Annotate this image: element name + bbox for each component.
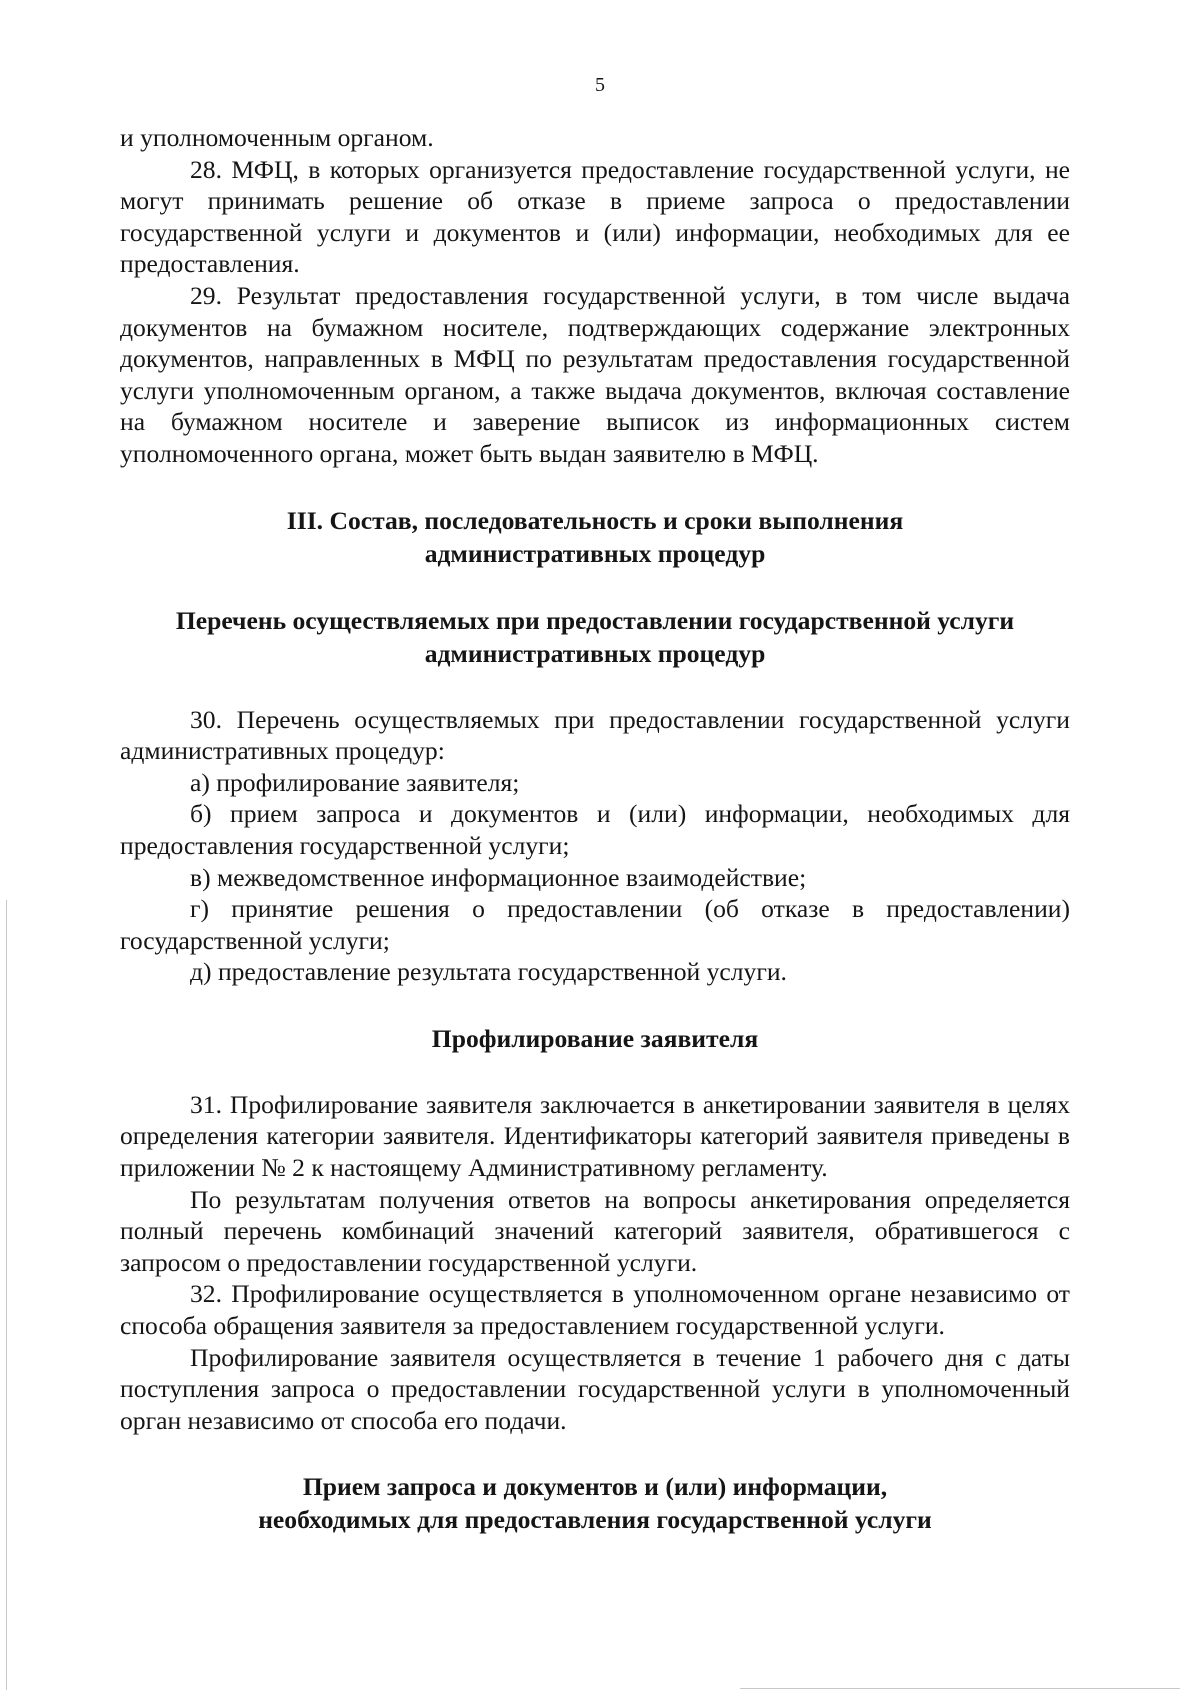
list-item-a: а) профилирование заявителя; <box>190 767 520 797</box>
section-3-title-line1: III. Состав, последовательность и сроки выполнения <box>286 505 904 535</box>
page-content <box>120 122 1070 1536</box>
procedures-list-title-line2: административных процедур <box>424 638 766 668</box>
paragraph-29: 29. Результат предоставления государственной услуги, в том числе выдача документов на бумажном носителе, подтверждающих содержание электронных документов, направленных в МФЦ по результатам предоставления государственной услуги уполномоченным органом, а также выдача документов, включая составление на бумажном носителе и заверение выписок из информационных систем уполномоченного органа, может быть выдан заявителю в МФЦ. <box>120 280 1070 468</box>
list-item-d: д) предоставление результата государственной услуги. <box>190 957 787 987</box>
list-item-v: в) межведомственное информационное взаимодействие; <box>190 862 807 892</box>
procedures-list-title <box>120 604 1070 670</box>
page-number: 5 <box>595 74 605 96</box>
paragraph-31-cont: По результатам получения ответов на вопросы анкетирования определяется полный перечень комбинаций значений категорий заявителя, обратившегося с запросом о предоставлении государственной услуги. <box>120 1184 1070 1277</box>
reception-title <box>120 1470 1070 1536</box>
paragraph-32: 32. Профилирование осуществляется в уполномоченном органе независимо от способа обращения заявителя за предоставлением государственной услуги. <box>120 1279 1070 1341</box>
paragraph-32-cont: Профилирование заявителя осуществляется в течение 1 рабочего дня с даты поступления запроса о предоставлении государственной услуги в уполномоченный орган независимо от способа его подачи. <box>120 1342 1070 1435</box>
paragraph-30: 30. Перечень осуществляемых при предоставлении государственной услуги административных процедур: <box>120 704 1070 766</box>
list-item-g: г) принятие решения о предоставлении (об отказе в предоставлении) государственной услуги; <box>120 894 1070 955</box>
procedures-list-title-line1: Перечень осуществляемых при предоставлении государственной услуги <box>175 605 1015 635</box>
profiling-title: Профилирование заявителя <box>431 1023 759 1053</box>
section-3-title-line2: административных процедур <box>424 538 766 568</box>
reception-title-line2: необходимых для предоставления государственной услуги <box>258 1505 932 1535</box>
section-3-title <box>120 504 1070 570</box>
list-item-b: б) прием запроса и документов и (или) информации, необходимых для предоставления государственной услуги; <box>120 799 1070 860</box>
paragraph-continuation: и уполномоченным органом. <box>120 123 434 152</box>
scan-edge-left <box>6 900 7 1690</box>
paragraph-28: 28. МФЦ, в которых организуется предоставление государственной услуги, не могут принимать решение об отказе в приеме запроса о предоставлении государственной услуги и документов и (или) информации, необходимых для ее предоставления. <box>120 154 1070 279</box>
scan-edge-bottom <box>740 1688 1180 1689</box>
paragraph-31: 31. Профилирование заявителя заключается в анкетировании заявителя в целях определения категории заявителя. Идентификаторы категорий заявителя приведены в приложении № 2 к настоящему Административному регламенту. <box>120 1089 1070 1183</box>
reception-title-line1: Прием запроса и документов и (или) информации, <box>302 1472 888 1502</box>
